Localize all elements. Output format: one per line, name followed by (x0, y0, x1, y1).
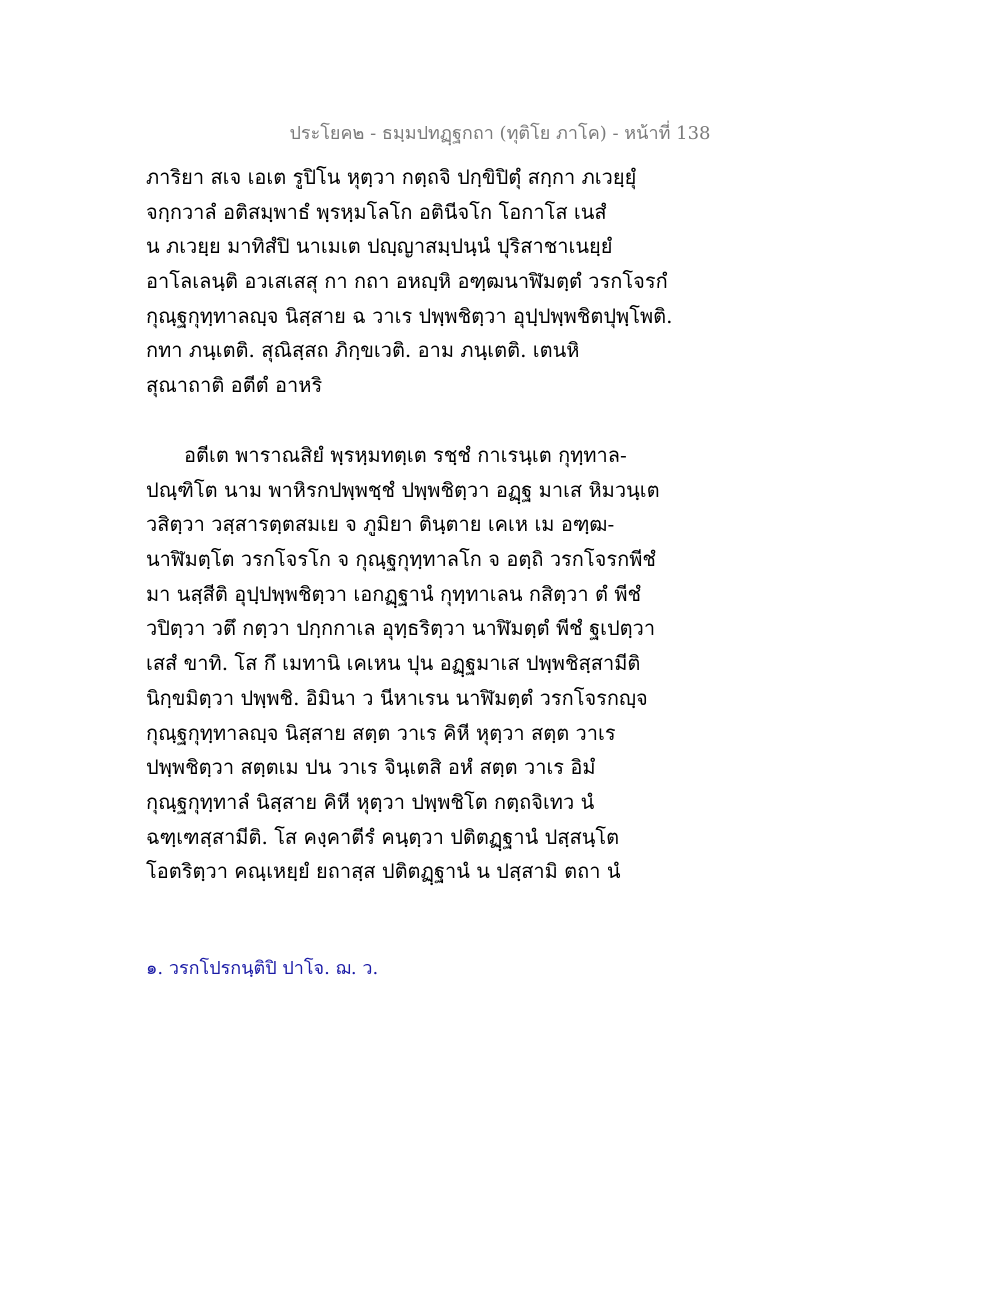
text-line: อตีเต พาราณสิยํ พฺรหฺมทตฺเต รชฺชํ กาเรนฺเต กุทฺทาล- (184, 443, 627, 467)
page-header: ประโยค๒ - ธมฺมปทฏฺฐกถา (ทุติโย ภาโค) - หน้าที่ 138 (289, 123, 711, 144)
text-line: วปิตฺวา วตึ กตฺวา ปกฺกกาเล อุทฺธริตฺวา นาฬิมตฺตํ พีชํ ฐเปตฺวา (146, 616, 656, 641)
text-line: นิกฺขมิตฺวา ปพฺพชิ. อิมินา ว นีหาเรน นาฬิมตฺตํ วรกโจรกญฺจ (146, 685, 648, 710)
text-line: ภาริยา สเจ เอเต รูปิโน หุตฺวา กตฺถจิ ปกฺขิปิตุํ สกฺกา ภเวยฺยุํ (146, 165, 637, 189)
text-line: ปพฺพชิตฺวา สตฺตเม ปน วาเร จินฺเตสิ อหํ สตฺต วาเร อิมํ (146, 755, 596, 780)
text-line: สุณาถาติ อตีตํ อาหริ (146, 373, 323, 398)
text-line: กุณฺฐกุทฺทาลญฺจ นิสฺสาย ฉ วาเร ปพฺพชิตฺวา อุปฺปพฺพชิตปุพฺโพติ. (146, 303, 673, 328)
text-line: กทา ภนฺเตติ. สุณิสฺสถ ภิกฺขเวติ. อาม ภนฺเตติ. เตนหิ (146, 338, 580, 363)
text-line: อาโลเลนฺติ อวเสเสสุ กา กถา อหญฺหิ อฑฺฒนาฬิมตฺตํ วรกโจรกํ (146, 269, 668, 294)
text-line: กุณฺฐกุทฺทาลญฺจ นิสฺสาย สตฺต วาเร คิหี หุตฺวา สตฺต วาเร (146, 720, 616, 745)
text-line: โอตริตฺวา คณฺเหยฺยํ ยถาสฺส ปติตฏฺฐานํ น ปสฺสามิ ตถา นํ (146, 859, 621, 884)
paragraph-2 (146, 438, 706, 889)
text-line: มา นสฺสีติ อุปฺปพฺพชิตฺวา เอกฏฺฐานํ กุทฺทาเลน กสิตฺวา ตํ พีชํ (146, 581, 642, 606)
text-line: กุณฺฐกุทฺทาลํ นิสฺสาย คิหี หุตฺวา ปพฺพชิโต กตฺถจิเทว นํ (146, 789, 595, 814)
footnote: ๑. วรกโปรกนฺติปิ ปาโจ. ฌ. ว. (146, 958, 379, 979)
text-line: จกฺกวาลํ อติสมฺพาธํ พฺรหฺมโลโก อตินีจโก โอกาโส เนสํ (146, 199, 607, 224)
text-line: ปณฺฑิโต นาม พาหิรกปพฺพชฺชํ ปพฺพชิตฺวา อฏฺฐ มาเส หิมวนฺเต (146, 477, 660, 502)
text-line: เสสํ ขาทิ. โส กึ เมทานิ เคเหน ปุน อฏฺฐมาเส ปพฺพชิสฺสามีติ (146, 651, 641, 676)
text-line: วสิตฺวา วสฺสารตฺตสมเย จ ภูมิยา ตินฺตาย เคเห เม อฑฺฒ- (146, 512, 615, 537)
text-line: นาฬิมตฺโต วรกโจรโก จ กุณฺฐกุทฺทาลโก จ อตฺถิ วรกโจรกพีชํ (146, 547, 656, 572)
text-line: ฉฑฺเฑสฺสามีติ. โส คงฺคาตีรํ คนฺตฺวา ปติตฏฺฐานํ ปสฺสนฺโต (146, 824, 620, 849)
paragraph-1 (146, 160, 706, 403)
text-line: น ภเวยฺย มาทิสํปิ นาเมเต ปญฺญาสมฺปนฺนํ ปุริสาชาเนยฺยํ (146, 234, 613, 259)
